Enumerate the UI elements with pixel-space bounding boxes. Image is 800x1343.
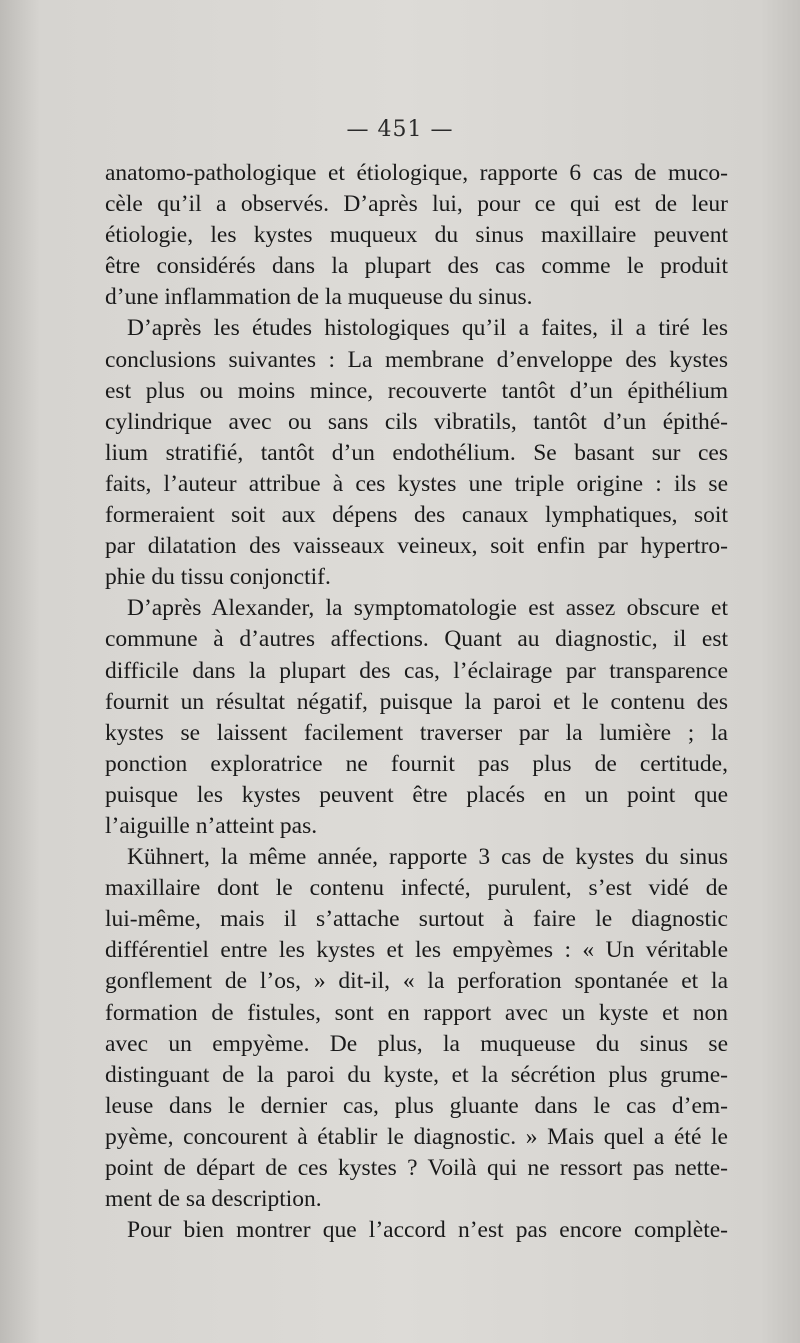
text-line: ment de sa description. xyxy=(105,1186,322,1213)
text-line: étiologie, les kystes muqueux du sinus maxillaire peuvent xyxy=(105,222,728,249)
text-line: commune à d’autres affections. Quant au diagnostic, il est xyxy=(105,626,728,653)
body-text xyxy=(105,158,728,1246)
text-line: différentiel entre les kystes et les empyèmes : « Un véritable xyxy=(105,937,728,964)
page-number: — 451 — xyxy=(346,117,454,142)
text-line: distinguant de la paroi du kyste, et la sécrétion plus grume- xyxy=(105,1061,728,1088)
text-line: cèle qu’il a observés. D’après lui, pour ce qui est de leur xyxy=(105,191,728,218)
text-line: lui-même, mais il s’attache surtout à faire le diagnostic xyxy=(105,906,728,933)
text-line: conclusions suivantes : La membrane d’enveloppe des kystes xyxy=(105,346,728,373)
text-line: est plus ou moins mince, recouverte tantôt d’un épithélium xyxy=(105,377,728,404)
text-line: formation de fistules, sont en rapport avec un kyste et non xyxy=(105,999,728,1026)
text-line: Pour bien montrer que l’accord n’est pas encore complète- xyxy=(127,1217,728,1244)
text-line: D’après Alexander, la symptomatologie est assez obscure et xyxy=(127,595,728,622)
text-line: cylindrique avec ou sans cils vibratils, tantôt d’un épithé- xyxy=(105,408,728,435)
text-line: anatomo-pathologique et étiologique, rapporte 6 cas de muco- xyxy=(105,160,728,186)
text-line: point de départ de ces kystes ? Voilà qui ne ressort pas nette- xyxy=(105,1155,728,1181)
text-line: formeraient soit aux dépens des canaux lymphatiques, soit xyxy=(105,502,728,529)
text-line: être considérés dans la plupart des cas comme le produit xyxy=(105,253,728,280)
text-line: par dilatation des vaisseaux veineux, soit enfin par hypertro- xyxy=(105,533,728,560)
text-line: avec un empyème. De plus, la muqueuse du sinus se xyxy=(105,1030,728,1057)
text-line: difficile dans la plupart des cas, l’éclairage par transparence xyxy=(105,657,728,684)
text-line: Kühnert, la même année, rapporte 3 cas de kystes du sinus xyxy=(127,844,728,871)
text-line: pyème, concourent à établir le diagnostic. » Mais quel a été le xyxy=(105,1123,728,1150)
text-line: gonflement de l’os, » dit-il, « la perforation spontanée et la xyxy=(105,968,728,995)
text-line: d’une inflammation de la muqueuse du sinus. xyxy=(105,284,533,311)
text-line: lium stratifié, tantôt d’un endothélium. Se basant sur ces xyxy=(105,439,728,466)
text-line: leuse dans le dernier cas, plus gluante dans le cas d’em- xyxy=(105,1092,728,1119)
text-line: phie du tissu conjonctif. xyxy=(105,564,331,591)
text-line: ponction exploratrice ne fournit pas plus de certitude, xyxy=(105,750,728,777)
text-line: fournit un résultat négatif, puisque la paroi et le contenu des xyxy=(105,688,728,715)
text-line: D’après les études histologiques qu’il a faites, il a tiré les xyxy=(127,315,728,342)
text-line: maxillaire dont le contenu infecté, purulent, s’est vidé de xyxy=(105,875,728,902)
text-line: l’aiguille n’atteint pas. xyxy=(105,812,318,839)
text-line: faits, l’auteur attribue à ces kystes une triple origine : ils se xyxy=(105,470,728,497)
text-line: puisque les kystes peuvent être placés en un point que xyxy=(105,781,728,808)
text-line: kystes se laissent facilement traverser par la lumière ; la xyxy=(105,719,728,746)
